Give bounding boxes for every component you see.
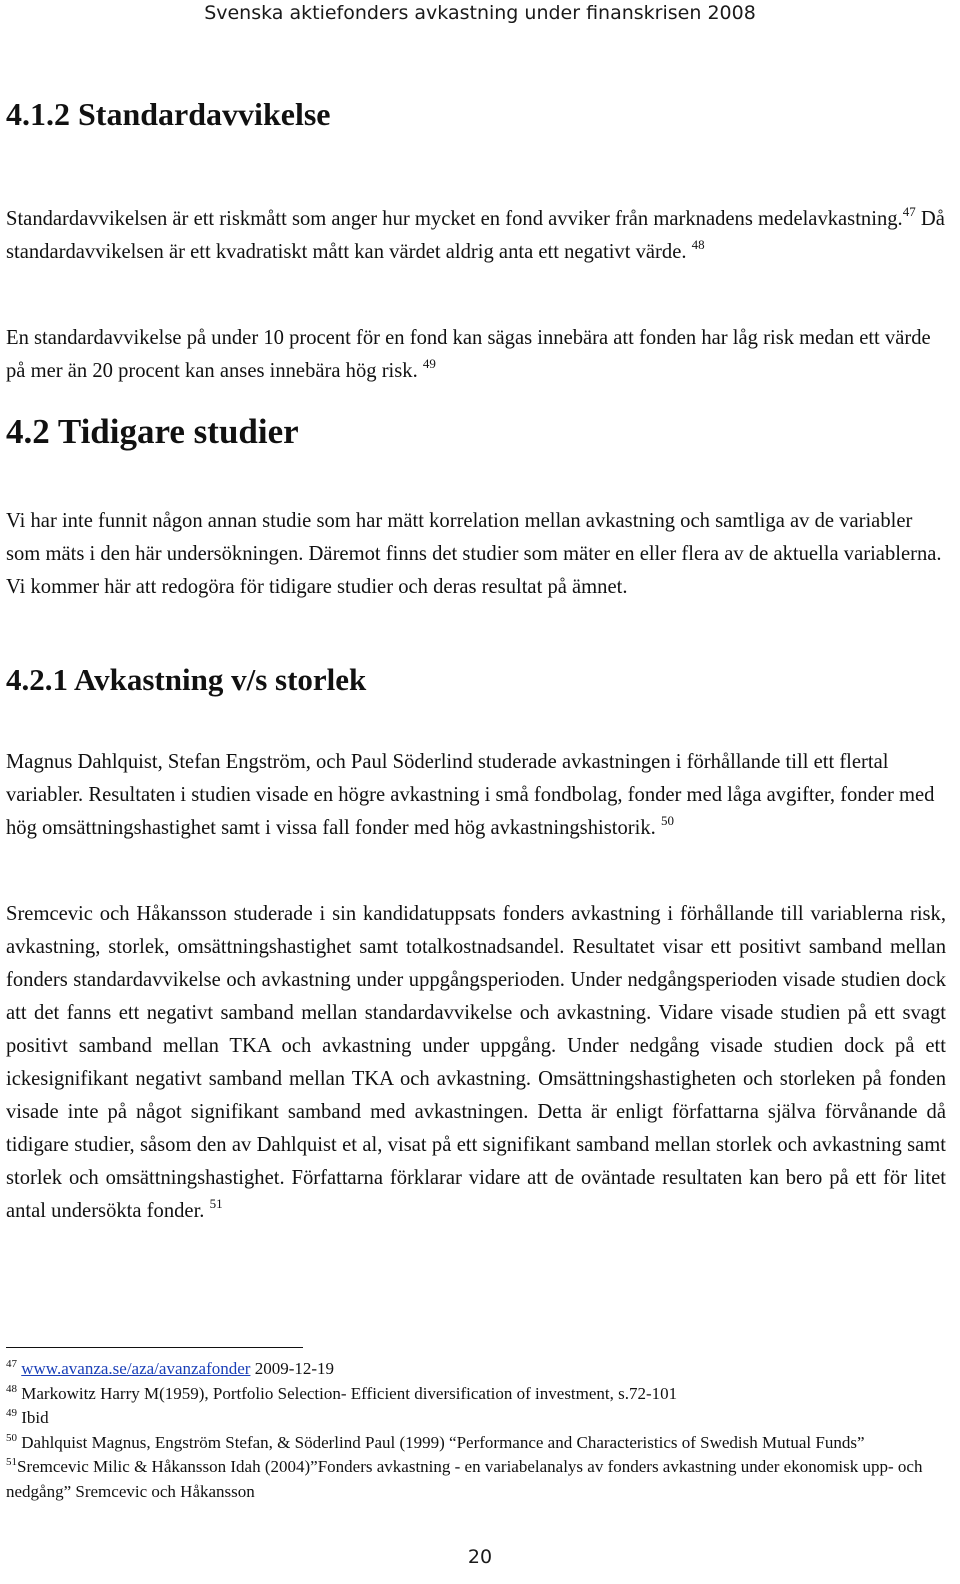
footnote-ref-50[interactable]: 50 [660, 813, 674, 828]
footnote-number: 47 [6, 1358, 17, 1370]
paragraph-text: Magnus Dahlquist, Stefan Engström, och Paul Söderlind studerade avkastningen i förhållande till ett flertal variabler. Resultaten i studien visade en högre avkastning i små fondbolag, fonder med låga avgifter, fonder med hög omsättningshastighet samt i vissa fall fonder med hög avkastningshistorik. [6, 751, 935, 839]
footnote-49 [6, 1406, 950, 1431]
paragraph-text: Då standardavvikelsen är ett kvadratiskt mått kan värdet aldrig anta ett negativt värde. [6, 208, 945, 263]
footnote-link[interactable]: www.avanza.se/aza/avanzafonder [21, 1359, 251, 1378]
paragraph-dahlquist-study [6, 746, 946, 845]
section-heading-4-1-2: 4.1.2 Standardavvikelse [6, 96, 331, 132]
footnote-separator [6, 1347, 303, 1348]
footnote-text: 2009-12-19 [250, 1359, 335, 1378]
section-heading-4-2: 4.2 Tidigare studier [6, 412, 299, 451]
footnote-50 [6, 1431, 950, 1456]
footnote-51 [6, 1455, 950, 1504]
footnote-47 [6, 1357, 950, 1382]
footnotes [6, 1357, 950, 1504]
footnote-text: Sremcevic Milic & Håkansson Idah (2004)”Fonders avkastning - en variabelanalys av fonders avkastning under ekonomisk upp- och nedgång” Sremcevic och Håkansson [6, 1457, 923, 1501]
footnote-text: Markowitz Harry M(1959), Portfolio Selection- Efficient diversification of investment, s.72-101 [17, 1383, 678, 1403]
paragraph-text: Sremcevic och Håkansson studerade i sin kandidatuppsats fonders avkastning i förhållande till variablerna risk, avkastning, storlek, omsättningshastighet samt totalkostnadsandel. Resultatet visar ett positivt samband mellan fonders standardavvikelse och avkastning under uppgångsperioden. Under nedgångsperioden visade studien dock att det fanns ett negativt samband mellan standardavvikelse och avkastning. Vidare visade studien på ett svagt positivt samband mellan TKA och avkastning under uppgång. Under nedgång visade studien dock på ett ickesignifikant negativt samband mellan TKA och avkastning. Omsättningshastigheten och storleken på fonden visade inte på något signifikant samband med avkastningen. Detta är enligt författarna själva förvånande då tidigare studier, såsom den av Dahlquist et al, visat på ett signifikant samband mellan storlek och avkastning samt storlek och omsättningshastighet. Författarna förklarar vidare att de oväntade resultaten kan bero på ett för litet antal undersökta fonder. [6, 903, 946, 1222]
paragraph-risk-levels [6, 322, 946, 388]
paragraph-text: Standardavvikelsen är ett riskmått som anger hur mycket en fond avviker från marknadens medelavkastning. [6, 208, 903, 230]
paragraph-standardavvikelse-definition [6, 203, 946, 269]
footnote-ref-47[interactable]: 47 [902, 204, 916, 219]
running-header: Svenska aktiefonders avkastning under finanskrisen 2008 [204, 2, 756, 24]
footnote-number: 50 [6, 1431, 17, 1444]
paragraph-text: En standardavvikelse på under 10 procent för en fond kan sägas innebära att fonden har låg risk medan ett värde på mer än 20 procent kan anses innebära hög risk. [6, 327, 931, 382]
footnote-number: 49 [6, 1407, 17, 1419]
paragraph-sremcevic-study [6, 898, 946, 1228]
footnote-text: Ibid [17, 1408, 49, 1427]
paragraph-tidigare-studier-intro: Vi har inte funnit någon annan studie som har mätt korrelation mellan avkastning och samtliga av de variabler som mäts i den här undersökningen. Däremot finns det studier som mäter en eller flera av de aktuella variablerna. Vi kommer här att redogöra för tidigare studier och deras resultat på ämnet. [6, 510, 942, 598]
page-number: 20 [467, 1546, 493, 1568]
footnote-48 [6, 1382, 950, 1407]
section-heading-4-2-1: 4.2.1 Avkastning v/s storlek [6, 662, 367, 697]
footnote-ref-48[interactable]: 48 [691, 237, 705, 252]
footnote-number: 51 [6, 1456, 17, 1468]
footnote-ref-51[interactable]: 51 [209, 1196, 223, 1211]
footnote-number: 48 [6, 1382, 17, 1395]
footnote-text: Dahlquist Magnus, Engström Stefan, & Söderlind Paul (1999) “Performance and Characteristics of Swedish Mutual Funds” [17, 1432, 865, 1452]
footnote-ref-49[interactable]: 49 [422, 356, 436, 371]
